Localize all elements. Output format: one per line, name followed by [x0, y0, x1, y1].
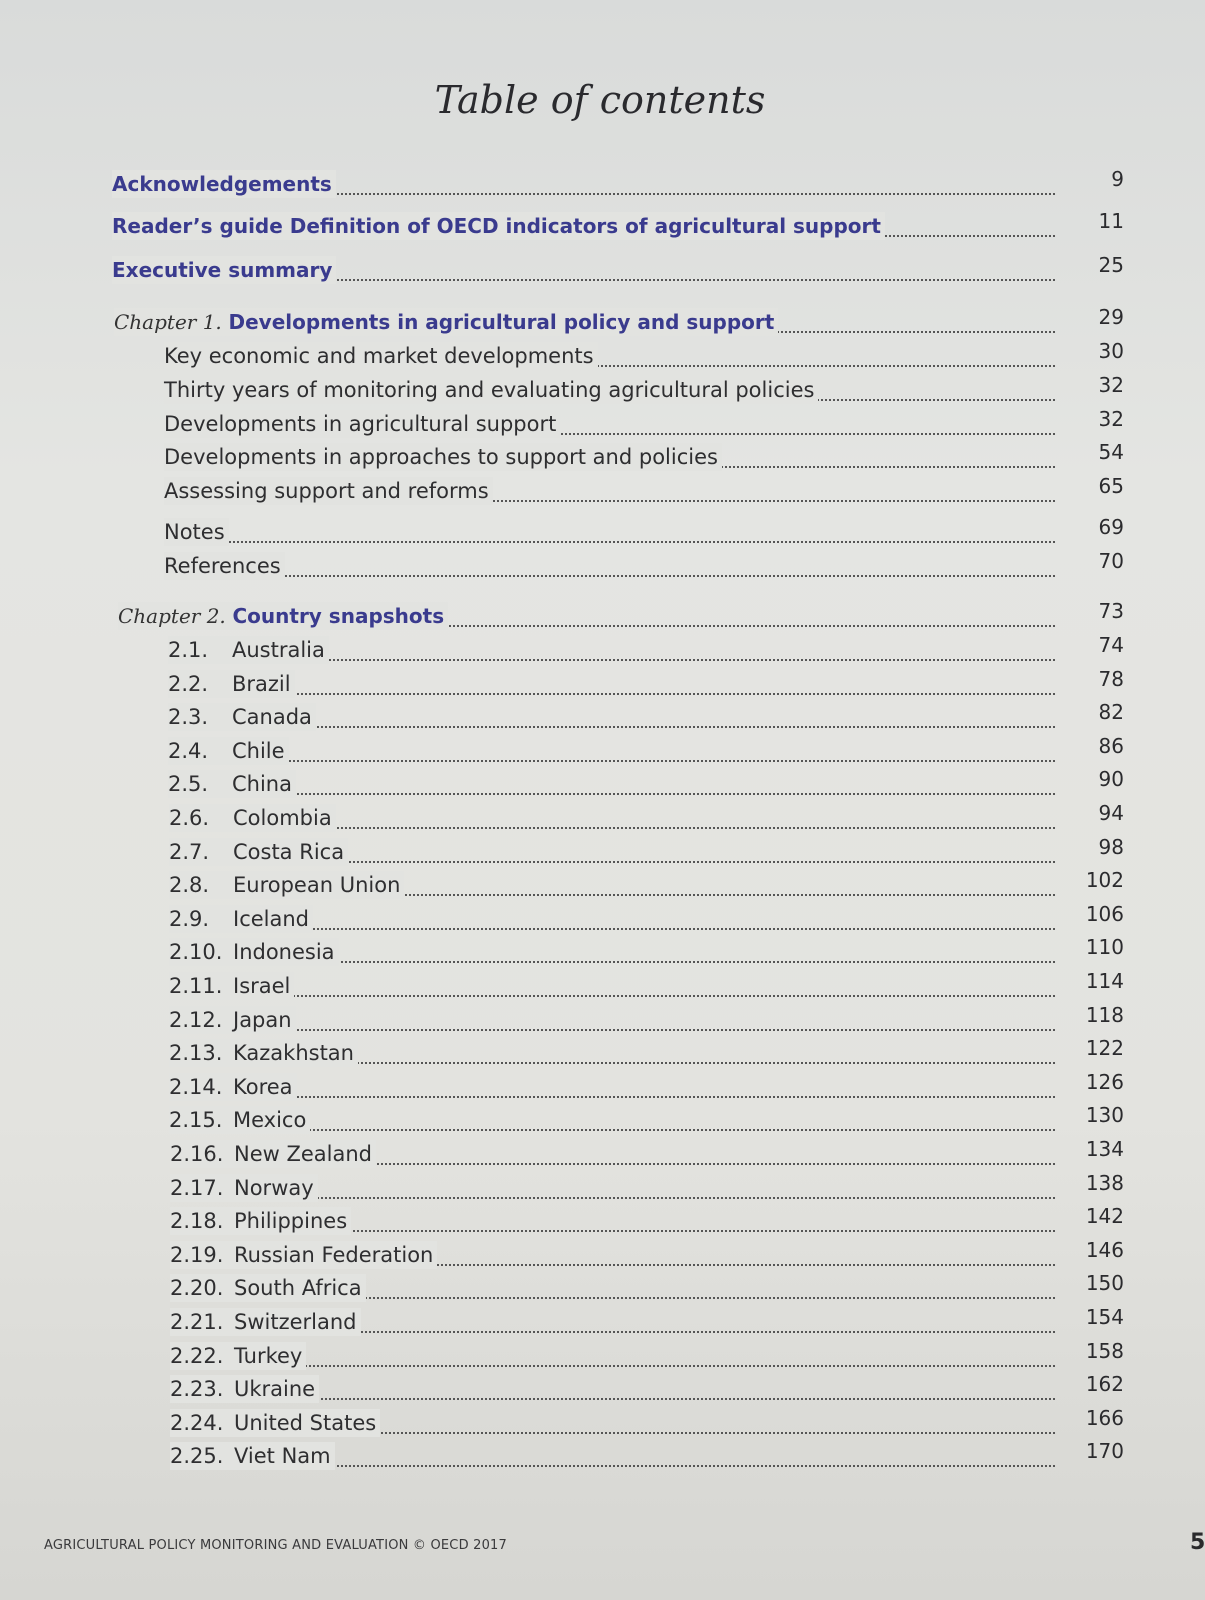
chapter-heading	[114, 308, 778, 336]
section-number: 2.2.	[168, 671, 209, 696]
page-number: 90	[1098, 767, 1124, 792]
section-number: 2.19.	[170, 1242, 224, 1267]
toc-country-section[interactable]	[0, 634, 1200, 664]
chapter-title: Developments in agricultural policy and support	[228, 310, 775, 334]
toc-country-section[interactable]	[0, 836, 1200, 866]
section-number: 2.21.	[170, 1310, 224, 1334]
section-number: 2.20.	[170, 1276, 224, 1301]
section-number: 2.8.	[169, 873, 210, 898]
toc-country-section[interactable]	[0, 1104, 1200, 1134]
page-title: Table of contents	[434, 78, 766, 122]
page-number: 130	[1085, 1103, 1124, 1128]
page-number: 170	[1085, 1439, 1124, 1464]
toc-country-section[interactable]	[0, 735, 1200, 765]
toc-section-label	[170, 1375, 319, 1403]
toc-country-section[interactable]	[0, 1373, 1200, 1403]
country-name: Japan	[233, 1007, 292, 1032]
section-number: 2.25.	[170, 1444, 224, 1469]
page-number: 86	[1098, 733, 1124, 758]
toc-entry-readers-guide[interactable]	[0, 210, 1200, 240]
page-number: 98	[1098, 834, 1124, 859]
page-number: 158	[1085, 1338, 1124, 1363]
toc-section-label	[170, 1241, 437, 1269]
toc-section-label	[170, 1207, 351, 1235]
toc-entry-executive-summary[interactable]	[0, 254, 1200, 284]
country-name: Ukraine	[234, 1377, 316, 1402]
toc-section-label	[169, 905, 313, 933]
country-name: Turkey	[234, 1343, 303, 1368]
toc-section-label	[168, 770, 296, 798]
country-name: Kazakhstan	[233, 1041, 354, 1066]
chapter-title: Country snapshots	[232, 604, 445, 628]
toc-country-section[interactable]	[0, 1272, 1200, 1302]
page-number: 122	[1085, 1036, 1124, 1061]
toc-country-section[interactable]	[0, 1071, 1200, 1101]
section-number: 2.14.	[169, 1074, 223, 1099]
page-number: 32	[1098, 407, 1124, 431]
page-number: 102	[1085, 868, 1124, 893]
country-name: China	[232, 772, 292, 797]
toc-section[interactable]	[0, 441, 1200, 471]
section-number: 2.3.	[168, 705, 209, 730]
toc-section-label	[169, 938, 339, 966]
toc-chapter-1[interactable]	[0, 306, 1200, 336]
country-name: Colombia	[233, 806, 332, 830]
section-number: 2.17.	[170, 1175, 224, 1200]
dot-leader	[169, 1029, 1055, 1031]
section-number: 2.15.	[169, 1108, 223, 1133]
toc-section-label	[170, 1174, 318, 1202]
country-name: Iceland	[233, 906, 310, 931]
toc-section[interactable]	[0, 475, 1200, 505]
page-number: 134	[1085, 1137, 1124, 1161]
page-number: 106	[1085, 901, 1124, 926]
page-folio: 5	[1190, 1530, 1205, 1555]
page-number: 11	[1098, 209, 1124, 233]
section-number: 2.7.	[169, 839, 210, 864]
toc-section-label	[168, 670, 295, 698]
page-number: 74	[1098, 633, 1124, 657]
dot-leader	[168, 793, 1055, 795]
section-number: 2.5.	[168, 772, 209, 797]
toc-entry-label: Reader’s guide Definition of OECD indicators of agricultural support	[112, 212, 885, 240]
toc-section[interactable]	[0, 340, 1200, 370]
page-number: 78	[1098, 666, 1124, 691]
section-number: 2.9.	[169, 906, 210, 931]
toc-country-section[interactable]	[0, 1407, 1200, 1437]
toc-section[interactable]	[0, 550, 1200, 580]
toc-chapter-2[interactable]	[0, 600, 1200, 630]
toc-section[interactable]	[0, 408, 1200, 438]
section-number: 2.12.	[169, 1007, 223, 1032]
country-name: Israel	[233, 974, 291, 998]
toc-section-label	[169, 972, 294, 1000]
toc-section-label	[170, 1274, 366, 1302]
toc-section-label: Key economic and market developments	[164, 342, 598, 370]
toc-country-section[interactable]	[0, 1138, 1200, 1168]
toc-section-label: Developments in agricultural support	[164, 410, 560, 438]
toc-section-label	[170, 1442, 335, 1470]
toc-section-label	[169, 838, 348, 866]
toc-country-section[interactable]	[0, 701, 1200, 731]
toc-section-label	[169, 804, 336, 832]
running-footer: AGRICULTURAL POLICY MONITORING AND EVALUATION © OECD 2017	[44, 1538, 507, 1553]
section-number: 2.18.	[170, 1209, 224, 1234]
page-number: 166	[1085, 1405, 1124, 1430]
toc-country-section[interactable]	[0, 970, 1200, 1000]
toc-country-section[interactable]	[0, 869, 1200, 899]
dot-leader	[168, 693, 1055, 695]
section-number: 2.6.	[169, 806, 210, 830]
country-name: Indonesia	[233, 940, 335, 965]
dot-leader	[169, 995, 1055, 997]
toc-section-label	[169, 1073, 297, 1101]
section-number: 2.22.	[170, 1343, 224, 1368]
chapter-prefix: Chapter 2.	[118, 604, 226, 628]
dot-leader	[164, 541, 1055, 543]
toc-section-label: References	[164, 552, 285, 580]
country-name: Philippines	[234, 1209, 348, 1234]
toc-section-label	[170, 1409, 380, 1437]
chapter-prefix: Chapter 1.	[114, 310, 222, 334]
toc-section-label	[169, 871, 404, 899]
toc-entry-label: Executive summary	[112, 256, 336, 284]
page-number: 29	[1098, 305, 1124, 329]
country-name: Australia	[232, 638, 325, 662]
toc-country-section[interactable]	[0, 936, 1200, 966]
toc-country-section[interactable]	[0, 1239, 1200, 1269]
section-number: 2.10.	[169, 940, 223, 965]
toc-section-label: Developments in approaches to support and policies	[164, 443, 722, 471]
toc-country-section[interactable]	[0, 668, 1200, 698]
page-number: 150	[1085, 1271, 1124, 1296]
chapter-heading	[118, 602, 448, 630]
toc-country-section[interactable]	[0, 1172, 1200, 1202]
section-number: 2.13.	[169, 1041, 223, 1066]
page-number: 94	[1098, 801, 1124, 825]
toc-country-section[interactable]	[0, 1440, 1200, 1470]
toc-section-label: Assessing support and reforms	[164, 477, 493, 505]
page-number: 138	[1085, 1170, 1124, 1195]
toc-country-section[interactable]	[0, 1205, 1200, 1235]
toc-section-label	[170, 1140, 376, 1168]
toc-country-section[interactable]	[0, 903, 1200, 933]
toc-country-section[interactable]	[0, 1004, 1200, 1034]
toc-country-section[interactable]	[0, 1340, 1200, 1370]
country-name: Brazil	[232, 671, 291, 696]
page-number: 142	[1085, 1204, 1124, 1229]
page-number: 30	[1098, 339, 1124, 363]
toc-entry-label: Acknowledgements	[112, 170, 336, 198]
page-number: 146	[1085, 1237, 1124, 1262]
country-name: Mexico	[233, 1108, 307, 1133]
page-number: 70	[1098, 549, 1124, 573]
toc-country-section[interactable]	[0, 802, 1200, 832]
section-number: 2.23.	[170, 1377, 224, 1402]
country-name: United States	[234, 1410, 377, 1435]
country-name: European Union	[233, 873, 401, 898]
page-number: 65	[1098, 474, 1124, 498]
country-name: Chile	[232, 738, 285, 763]
country-name: Korea	[233, 1074, 293, 1099]
page-number: 25	[1098, 253, 1124, 277]
dot-leader	[169, 1096, 1055, 1098]
toc-section-label	[169, 1039, 358, 1067]
page-number: 82	[1098, 700, 1124, 725]
section-number: 2.1.	[168, 638, 209, 662]
country-name: Switzerland	[234, 1310, 357, 1334]
section-number: 2.24.	[170, 1410, 224, 1435]
toc-section-label	[168, 636, 329, 664]
page-number: 118	[1085, 1002, 1124, 1027]
section-number: 2.11.	[169, 974, 223, 998]
toc-country-section[interactable]	[0, 768, 1200, 798]
toc-section-label	[169, 1006, 296, 1034]
country-name: Canada	[232, 705, 312, 730]
page-number: 54	[1098, 440, 1124, 464]
country-name: South Africa	[234, 1276, 362, 1301]
page-number: 73	[1098, 599, 1124, 623]
page-number: 32	[1098, 373, 1124, 397]
toc-section[interactable]	[0, 516, 1200, 546]
country-name: New Zealand	[234, 1142, 372, 1166]
toc-section-label	[170, 1308, 361, 1336]
toc-country-section[interactable]	[0, 1306, 1200, 1336]
page-number: 126	[1085, 1069, 1124, 1094]
dot-leader	[168, 760, 1055, 762]
toc-section-label	[168, 703, 316, 731]
page-number: 114	[1085, 969, 1124, 993]
toc-section-label	[168, 737, 289, 765]
dot-leader	[164, 575, 1055, 577]
toc-section-label	[170, 1342, 306, 1370]
toc-entry-acknowledgements[interactable]	[0, 168, 1200, 198]
page-number: 154	[1085, 1305, 1124, 1329]
toc-section-label: Thirty years of monitoring and evaluating agricultural policies	[164, 376, 818, 404]
toc-section[interactable]	[0, 374, 1200, 404]
toc-section-label	[169, 1106, 310, 1134]
toc-country-section[interactable]	[0, 1037, 1200, 1067]
page-number: 69	[1098, 515, 1124, 539]
country-name: Norway	[234, 1175, 314, 1200]
toc-section-label: Notes	[164, 518, 229, 546]
page-number: 162	[1085, 1372, 1124, 1397]
section-number: 2.4.	[168, 738, 209, 763]
page-number: 9	[1111, 167, 1124, 191]
section-number: 2.16.	[170, 1142, 224, 1166]
country-name: Russian Federation	[234, 1242, 434, 1267]
country-name: Viet Nam	[234, 1444, 331, 1469]
page-number: 110	[1085, 935, 1124, 960]
country-name: Costa Rica	[233, 839, 345, 864]
